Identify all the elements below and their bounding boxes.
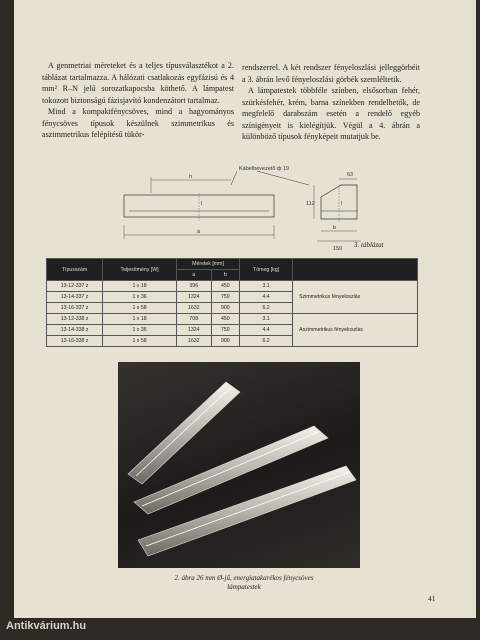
header-a: a [177, 270, 212, 281]
cell-mass: 4.4 [240, 325, 293, 336]
cell-a: 1324 [177, 292, 212, 303]
dim-150-label: 150 [333, 246, 343, 252]
dim-h-label: h [189, 174, 193, 180]
cell-mass: 6.2 [240, 336, 293, 347]
figure-caption: 2. ábra 26 mm Ø-jű, energiatakarékos fénycsöves lámpatestek [174, 574, 314, 591]
paragraph-4: A lámpatestek többféle színben, elsősorban fehér, szürkésfehér, krém, barna színekben rendelhetők, de megfelelő darabszám esetén a rendelő egyéb színigényeit is kielégítjük. Végül a 4. ábrán a különböző típusok fényképeit mutatjuk be. [242, 86, 420, 141]
table-caption: 3. táblázat [354, 241, 384, 249]
luminaires-photo [118, 362, 360, 568]
dim-a-label: a [197, 229, 201, 235]
book-page [14, 0, 476, 618]
page-number: 41 [428, 594, 436, 603]
header-mass: Tömeg [kg] [240, 259, 293, 281]
cable-leader-line [231, 171, 237, 185]
dim-112-label: 112 [306, 201, 315, 207]
cell-type: 13-12-338 z [47, 314, 103, 325]
luminaire-bottom [138, 466, 356, 556]
header-note [293, 259, 418, 281]
paragraph-2: Mind a kompaktfénycsöves, mind a hagyományos fénycsöves típusok készülnek szimmetrikus és aszimmetrikus felépítésű tükör- [42, 107, 234, 139]
text-column-left [42, 60, 234, 141]
cell-b: 900 [211, 303, 240, 314]
cell-type: 13-16-337 z [47, 303, 103, 314]
watermark-text: Antikvárium.hu [6, 620, 87, 632]
cable-entry-label: Kábelbevezető ф 19 [239, 166, 290, 172]
dim-b-label: b [333, 225, 337, 231]
cell-type: 13-16-338 z [47, 336, 103, 347]
dim-63-label: 63 [347, 172, 354, 178]
cell-b: 750 [211, 325, 240, 336]
cell-power: 1 x 58 [103, 336, 177, 347]
header-b: b [211, 270, 240, 281]
cell-a: 1632 [177, 336, 212, 347]
cell-type: 13-14-337 z [47, 292, 103, 303]
paragraph-1: A genmetriai méreteket és a teljes típusválasztékot a 2. táblázat tartalmazza. A hálózati csatlakozás egyfázisú és 4 mm² R–N jelű sorozatkapocsba köthető. A lámpatest tokozott biztonságú fázisjavító kondenzátort tartalmaz. [42, 61, 234, 105]
dim-l-label: l [201, 201, 203, 207]
cell-power: 1 x 18 [103, 314, 177, 325]
cell-type: 13-14-338 z [47, 325, 103, 336]
cell-b: 750 [211, 292, 240, 303]
cell-b: 450 [211, 314, 240, 325]
header-dims: Méretek [mm] [177, 259, 240, 270]
table-row [47, 281, 418, 292]
text-column-right [242, 62, 420, 143]
cell-power: 1 x 36 [103, 292, 177, 303]
header-power: Teljesítmény [W] [103, 259, 177, 281]
luminaires-photo-svg [118, 362, 360, 568]
header-type: Típusszám [47, 259, 103, 281]
cable-leader-line-2 [257, 171, 309, 185]
spec-table [46, 258, 418, 347]
cell-b: 450 [211, 281, 240, 292]
table-row [47, 314, 418, 325]
cell-a: 1324 [177, 325, 212, 336]
paragraph-3: rendszerrel. A két rendszer fényeloszlási jelleggörbéit a 3. ábrán levő fényeloszlási görbék szemléltetik. [242, 63, 420, 84]
cell-b: 900 [211, 336, 240, 347]
cell-mass: 4.4 [240, 292, 293, 303]
cell-a: 708 [177, 314, 212, 325]
cell-mass: 3.1 [240, 314, 293, 325]
cell-group-note: Aszimmetrikus fényeloszlás [293, 314, 418, 347]
cell-a: 1632 [177, 303, 212, 314]
cell-power: 1 x 58 [103, 303, 177, 314]
dim-l-end-label: l [341, 201, 343, 207]
cell-mass: 6.2 [240, 303, 293, 314]
cell-group-note: Szimmetrikus fényeloszlás [293, 281, 418, 314]
cell-a: 396 [177, 281, 212, 292]
cell-power: 1 x 36 [103, 325, 177, 336]
cell-mass: 3.1 [240, 281, 293, 292]
cell-power: 1 x 18 [103, 281, 177, 292]
cell-type: 13-12-337 z [47, 281, 103, 292]
